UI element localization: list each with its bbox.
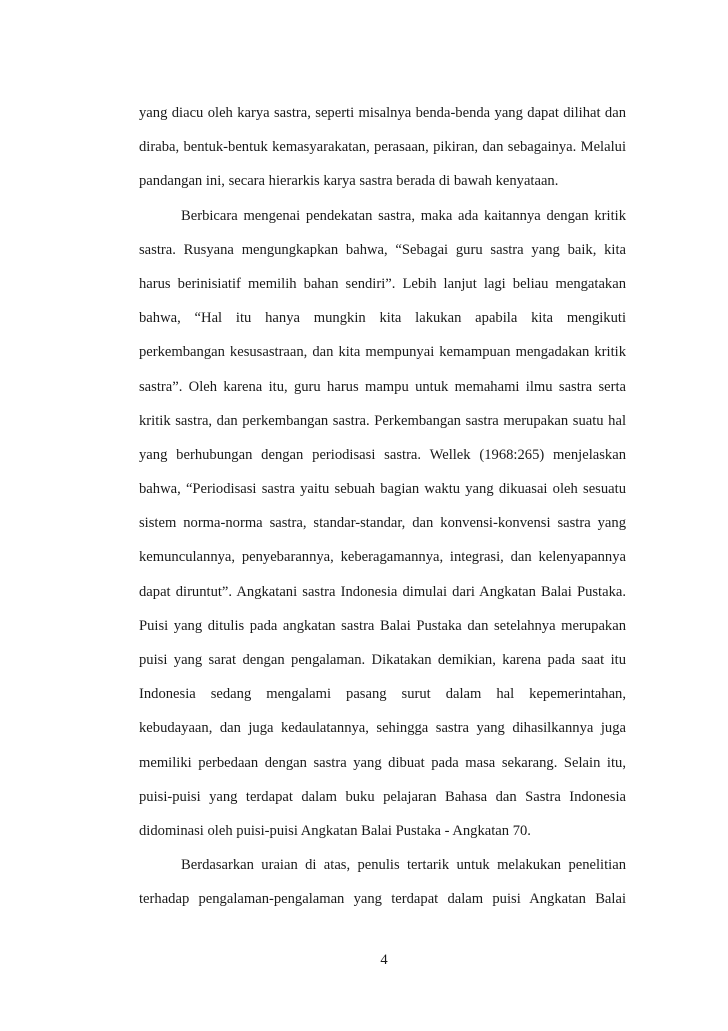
text-line: harus berinisiatif memilih bahan sendiri”. Lebih lanjut lagi beliau mengatakan [139, 275, 626, 292]
text-line: Puisi yang ditulis pada angkatan sastra Balai Pustaka dan setelahnya merupakan [139, 617, 626, 634]
text-line: diraba, bentuk-bentuk kemasyarakatan, perasaan, pikiran, dan sebagainya. Melalui [139, 139, 626, 156]
text-line-paragraph-end: pandangan ini, secara hierarkis karya sastra berada di bawah kenyataan. [139, 173, 559, 190]
page-number: 4 [380, 952, 388, 968]
text-line-paragraph-start: Berbicara mengenai pendekatan sastra, maka ada kaitannya dengan kritik [181, 207, 626, 224]
body-text [139, 96, 626, 917]
text-line: bahwa, “Hal itu hanya mungkin kita lakukan apabila kita mengikuti [139, 310, 626, 327]
text-line: perkembangan kesusastraan, dan kita mempunyai kemampuan mengadakan kritik [139, 344, 626, 361]
text-line-paragraph-start: Berdasarkan uraian di atas, penulis tertarik untuk melakukan penelitian [181, 857, 626, 874]
text-line: puisi-puisi yang terdapat dalam buku pelajaran Bahasa dan Sastra Indonesia [139, 788, 626, 805]
text-line: kritik sastra, dan perkembangan sastra. Perkembangan sastra merupakan suatu hal [139, 412, 626, 429]
text-line: dapat diruntut”. Angkatani sastra Indonesia dimulai dari Angkatan Balai Pustaka. [139, 583, 626, 600]
text-line: bahwa, “Periodisasi sastra yaitu sebuah bagian waktu yang dikuasai oleh sesuatu [139, 481, 626, 498]
text-line: sastra”. Oleh karena itu, guru harus mampu untuk memahami ilmu sastra serta [139, 378, 626, 395]
text-line: terhadap pengalaman-pengalaman yang terdapat dalam puisi Angkatan Balai [139, 891, 626, 908]
text-line: puisi yang sarat dengan pengalaman. Dikatakan demikian, karena pada saat itu [139, 652, 626, 668]
text-line: Indonesia sedang mengalami pasang surut dalam hal kepemerintahan, [139, 686, 626, 703]
text-line: yang diacu oleh karya sastra, seperti misalnya benda-benda yang dapat dilihat dan [139, 105, 626, 121]
text-line-paragraph-end: didominasi oleh puisi-puisi Angkatan Balai Pustaka - Angkatan 70. [139, 822, 531, 839]
text-line: yang berhubungan dengan periodisasi sastra. Wellek (1968:265) menjelaskan [139, 446, 626, 463]
text-line: kemunculannya, penyebarannya, keberagamannya, integrasi, dan kelenyapannya [139, 549, 626, 566]
text-line: kebudayaan, dan juga kedaulatannya, sehingga sastra yang dihasilkannya juga [139, 720, 626, 737]
text-line: memiliki perbedaan dengan sastra yang dibuat pada masa sekarang. Selain itu, [139, 754, 626, 771]
text-line: sistem norma-norma sastra, standar-standar, dan konvensi-konvensi sastra yang [139, 515, 626, 532]
text-line: sastra. Rusyana mengungkapkan bahwa, “Sebagai guru sastra yang baik, kita [139, 241, 626, 258]
